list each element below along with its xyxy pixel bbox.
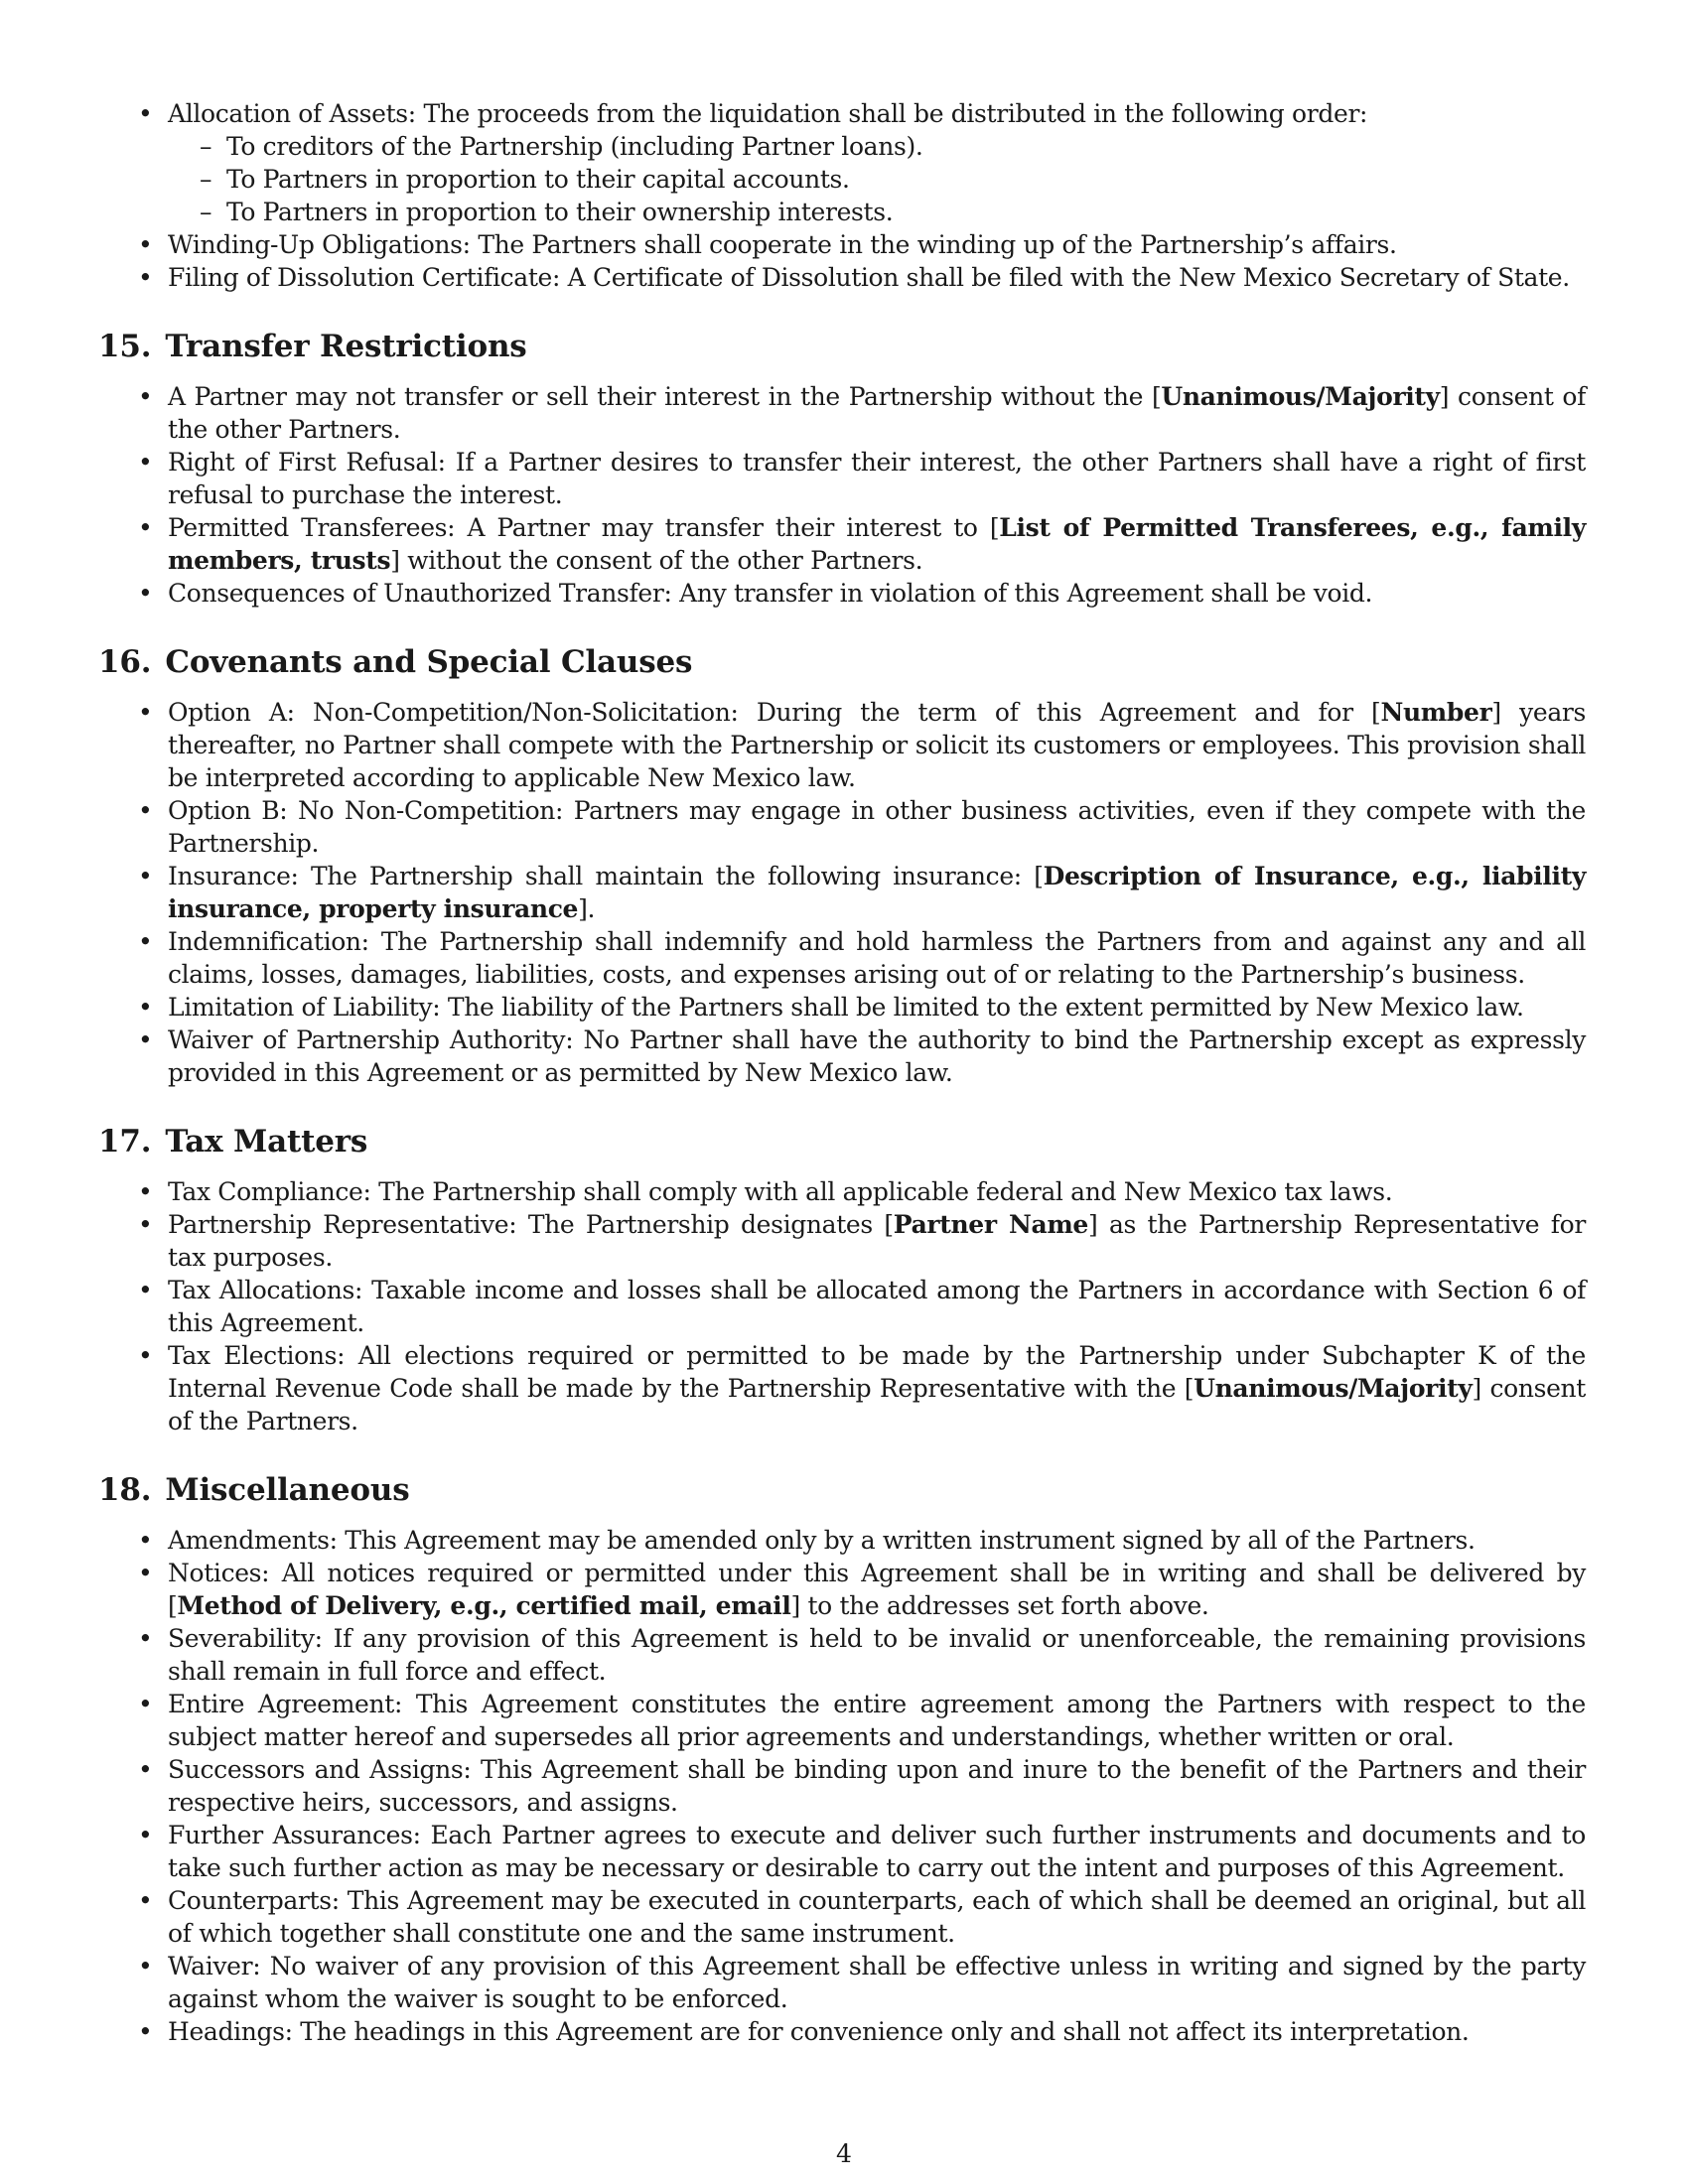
list-item: • Waiver of Partnership Authority: No Partner shall have the authority to bind the Partnership except as expressly provided in this Agreement or as permitted by New Mexico law. <box>138 1025 1586 1087</box>
list-item: • Right of First Refusal: If a Partner desires to transfer their interest, the other Partners shall have a right of first refusal to purchase the interest. <box>138 448 1586 509</box>
list-item: • Consequences of Unauthorized Transfer: Any transfer in violation of this Agreement shall be void. <box>138 579 1373 608</box>
list-item: – To creditors of the Partnership (including Partner loans). <box>200 132 923 161</box>
list-item: • Permitted Transferees: A Partner may transfer their interest to [List of Permitted Transferees, e.g., family members, trusts] without the consent of the other Partners. <box>138 513 1587 575</box>
page-number: 4 <box>836 2139 852 2168</box>
section-heading-17: 17. Tax Matters <box>98 1124 368 1160</box>
section-15-list <box>98 380 1586 610</box>
list-item: • Waiver: No waiver of any provision of this Agreement shall be effective unless in writing and signed by the party against whom the waiver is sought to be enforced. <box>138 1952 1586 2013</box>
section-heading-18: 18. Miscellaneous <box>98 1472 410 1508</box>
list-item: • Headings: The headings in this Agreement are for convenience only and shall not affect its interpretation. <box>138 2017 1470 2046</box>
list-item: • Successors and Assigns: This Agreement shall be binding upon and inure to the benefit of the Partners and their respective heirs, successors, and assigns. <box>138 1755 1586 1817</box>
allocation-sublist <box>168 130 1586 228</box>
list-item: • Allocation of Assets: The proceeds from the liquidation shall be distributed in the following order: – To creditors of the Partnership (including Partner loans). – To Partners in proportion to their capital accounts. – To Partners in proportion to their ownership interests. <box>98 97 1586 228</box>
list-item: • Counterparts: This Agreement may be executed in counterparts, each of which shall be deemed an original, but all of which together shall constitute one and the same instrument. <box>138 1886 1586 1948</box>
list-item: • Tax Elections: All elections required or permitted to be made by the Partnership under Subchapter K of the Internal Revenue Code shall be made by the Partnership Representative with the [Unanimous/Majority] consent of the Partners. <box>138 1341 1586 1435</box>
list-item: • Amendments: This Agreement may be amended only by a written instrument signed by all of the Partners. <box>138 1526 1476 1555</box>
list-item: • Notices: All notices required or permitted under this Agreement shall be in writing and shall be delivered by [Method of Delivery, e.g., certified mail, email] to the addresses set forth above. <box>138 1559 1586 1620</box>
section-18-list <box>98 1524 1586 2048</box>
list-item: • Winding-Up Obligations: The Partners shall cooperate in the winding up of the Partnership’s affairs. <box>138 230 1397 259</box>
list-item: • Severability: If any provision of this Agreement is held to be invalid or unenforceable, the remaining provisions shall remain in full force and effect. <box>138 1624 1586 1686</box>
section-heading-16: 16. Covenants and Special Clauses <box>98 644 693 680</box>
dissolution-list <box>98 97 1586 294</box>
list-item: • Partnership Representative: The Partnership designates [Partner Name] as the Partnership Representative for tax purposes. <box>138 1210 1586 1272</box>
list-item: • Insurance: The Partnership shall maintain the following insurance: [Description of Insurance, e.g., liability insurance, property insurance]. <box>138 862 1586 923</box>
document-page <box>98 97 1586 2048</box>
section-heading-15: 15. Transfer Restrictions <box>98 329 527 364</box>
list-item: • Further Assurances: Each Partner agrees to execute and deliver such further instruments and documents and to take such further action as may be necessary or desirable to carry out the intent and purposes of this Agreement. <box>138 1821 1586 1882</box>
list-item: – To Partners in proportion to their ownership interests. <box>200 198 894 226</box>
section-16-list <box>98 696 1586 1089</box>
list-item: • A Partner may not transfer or sell their interest in the Partnership without the [Unanimous/Majority] consent of the other Partners. <box>138 382 1586 444</box>
list-item: – To Partners in proportion to their capital accounts. <box>200 165 850 194</box>
list-item: • Option B: No Non-Competition: Partners may engage in other business activities, even if they compete with the Partnership. <box>138 796 1586 858</box>
list-item: • Indemnification: The Partnership shall indemnify and hold harmless the Partners from and against any and all claims, losses, damages, liabilities, costs, and expenses arising out of or relating to the Partnership’s business. <box>138 927 1586 989</box>
list-item: • Entire Agreement: This Agreement constitutes the entire agreement among the Partners with respect to the subject matter hereof and supersedes all prior agreements and understandings, whether written or oral. <box>138 1690 1586 1751</box>
list-item: • Filing of Dissolution Certificate: A Certificate of Dissolution shall be filed with the New Mexico Secretary of State. <box>138 263 1570 292</box>
list-item: • Tax Compliance: The Partnership shall comply with all applicable federal and New Mexico tax laws. <box>138 1177 1393 1206</box>
list-item: • Limitation of Liability: The liability of the Partners shall be limited to the extent permitted by New Mexico law. <box>138 993 1524 1022</box>
section-17-list <box>98 1175 1586 1437</box>
list-item: • Option A: Non-Competition/Non-Solicitation: During the term of this Agreement and for [Number] years thereafter, no Partner shall compete with the Partnership or solicit its customers or employees. This provision shall be interpreted according to applicable New Mexico law. <box>138 698 1586 792</box>
list-item: • Tax Allocations: Taxable income and losses shall be allocated among the Partners in accordance with Section 6 of this Agreement. <box>138 1276 1586 1337</box>
